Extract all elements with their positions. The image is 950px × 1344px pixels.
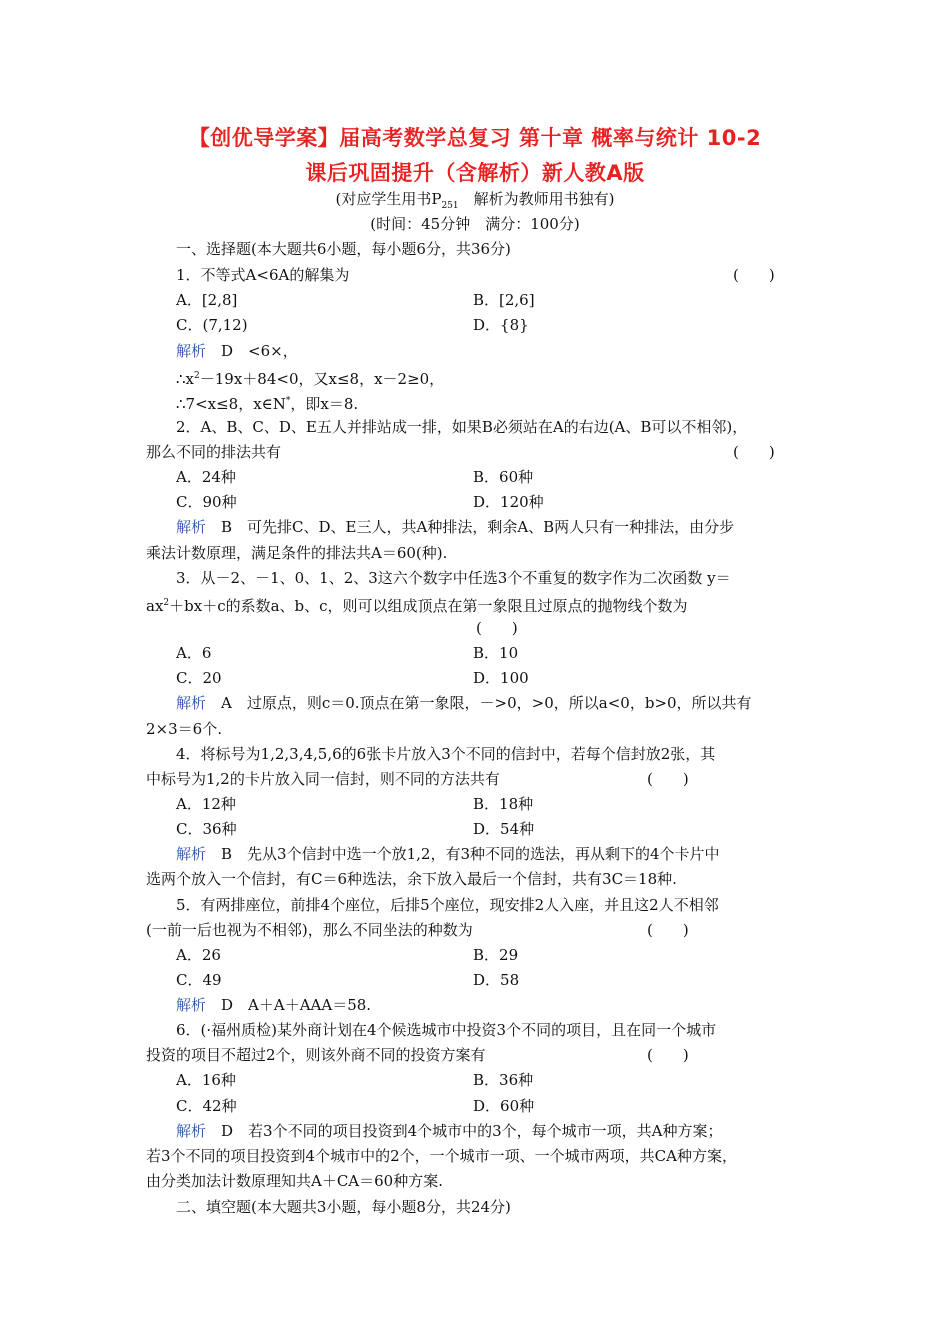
q6-option-a: A．16种 [176,1071,236,1089]
q2-analysis-line2: 乘法计数原理，满足条件的排法共A＝60(种). [146,544,448,562]
q2-stem-line2: 那么不同的排法共有 [146,443,282,461]
q1-option-a: A．[2,8] [176,291,238,309]
q2-stem-line1: 2．A、B、C、D、E五人并排站成一排，如果B必须站在A的右边(A、B可以不相邻)， [176,418,748,436]
q1-option-c: C．(7,12) [176,316,248,334]
q1-analysis-line3: ∴7<x≤8，x∈N*，即x＝8. [176,395,359,413]
doc-title-line2: 课后巩固提升（含解析）新人教A版 [305,161,645,185]
q1-option-d: D．{8} [473,316,529,334]
q3-analysis: 解析 A 过原点，则c＝0.顶点在第一象限，－>0，>0，所以a<0，b>0，所以共有 [176,694,752,712]
q2-option-a: A．24种 [176,468,236,486]
q4-option-a: A．12种 [176,795,236,813]
q6-option-c: C．42种 [176,1097,237,1115]
q3-option-d: D．100 [473,669,529,687]
q6-stem-line2: 投资的项目不超过2个，则该外商不同的投资方案有 [146,1046,486,1064]
q2-option-b: B．60种 [473,468,534,486]
q4-option-d: D．54种 [473,820,535,838]
q6-analysis: 解析 D 若3个不同的项目投资到4个城市中的3个，每个城市一项，共A种方案； [176,1122,723,1140]
q4-option-c: C．36种 [176,820,237,838]
q6-stem-line1: 6．(·福州质检)某外商计划在4个候选城市中投资3个不同的项目，且在同一个城市 [176,1021,717,1039]
section-heading-fill: 二、填空题(本大题共3小题，每小题8分，共24分) [176,1198,511,1216]
q2-analysis: 解析 B 可先排C、D、E三人，共A种排法，剩余A、B两人只有一种排法，由分步 [176,518,735,536]
doc-title-line1: 【创优导学案】届高考数学总复习 第十章 概率与统计 10-2 [188,126,762,150]
q1-analysis-line2: $\therefore x^2-19x+84<0$，又x≤8，x－2≥0， [176,370,445,388]
q1-stem: 1．不等式A<6A的解集为 [176,266,350,284]
q4-answer-paren: ( ) [647,770,689,788]
q4-analysis: 解析 B 先从3个信封中选一个放1,2，有3种不同的选法，再从剩下的4个卡片中 [176,845,720,863]
q1-analysis: 解析 D <6×， [176,342,298,360]
q3-option-a: A．6 [176,644,212,662]
section-heading-choice: 一、选择题(本大题共6小题，每小题6分，共36分) [176,240,511,258]
q3-option-b: B．10 [473,644,519,662]
q4-stem-line1: 4．将标号为1,2,3,4,5,6的6张卡片放入3个不同的信封中，若每个信封放2张，其 [176,745,716,763]
q3-stem-line1: 3．从－2、－1、0、1、2、3这六个数字中任选3个不重复的数字作为二次函数 y＝ [176,569,731,587]
q5-stem-line1: 5．有两排座位，前排4个座位，后排5个座位，现安排2人入座，并且这2人不相邻 [176,896,719,914]
q6-analysis-line3: 由分类加法计数原理知共A＋CA＝60种方案. [146,1172,443,1190]
q2-answer-paren: ( ) [733,443,775,461]
time-score-note: (时间：45分钟 满分：100分) [370,215,580,233]
q5-option-a: A．26 [176,946,221,964]
q3-analysis-line2: 2×3＝6个. [146,720,222,738]
usage-note: (对应学生用书$P_{251}$ 解析为教师用书独有) [335,190,615,211]
q5-stem-line2: (一前一后也视为不相邻)，那么不同坐法的种数为 [146,921,473,939]
q6-analysis-line2: 若3个不同的项目投资到4个城市中的2个，一个城市一项、一个城市两项，共CA种方案， [146,1147,737,1165]
q2-option-c: C．90种 [176,493,237,511]
q5-analysis: 解析 D A＋A＋AAA＝58. [176,996,372,1014]
q5-answer-paren: ( ) [647,921,689,939]
q4-stem-line2: 中标号为1,2的卡片放入同一信封，则不同的方法共有 [146,770,500,788]
q5-option-c: C．49 [176,971,222,989]
q2-option-d: D．120种 [473,493,544,511]
q1-answer-paren: ( ) [733,266,775,284]
q6-option-d: D．60种 [473,1097,535,1115]
q4-option-b: B．18种 [473,795,534,813]
q3-stem-line2: $ax^2+bx+c$的系数a、b、c，则可以组成顶点在第一象限且过原点的抛物线个数为 [146,597,688,615]
q5-option-b: B．29 [473,946,519,964]
q6-option-b: B．36种 [473,1071,534,1089]
q5-option-d: D．58 [473,971,520,989]
q1-option-b: B．[2,6] [473,291,535,309]
q3-answer-paren: ( ) [476,619,518,637]
q6-answer-paren: ( ) [647,1046,689,1064]
q3-option-c: C．20 [176,669,222,687]
q4-analysis-line2: 选两个放入一个信封，有C＝6种选法，余下放入最后一个信封，共有3C＝18种. [146,870,677,888]
